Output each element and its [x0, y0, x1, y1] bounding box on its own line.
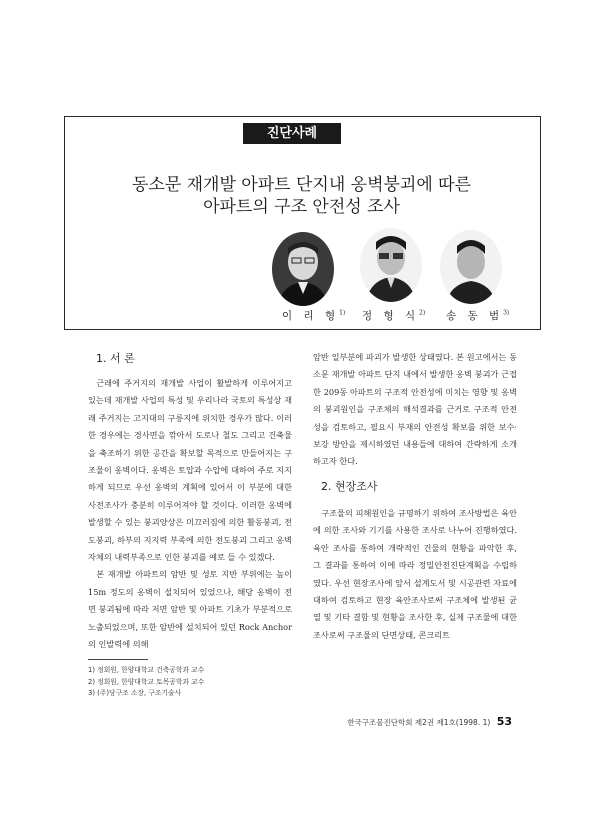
author-3: 송 동 범$^{3)}$	[446, 309, 510, 322]
section2-body	[313, 505, 517, 644]
author-photo-3	[440, 230, 502, 304]
author-photo-1	[272, 232, 334, 306]
intro-continuation	[313, 349, 517, 471]
section1-heading: 1. 서 론	[96, 352, 135, 365]
author-2: 정 형 식$^{2)}$	[362, 309, 426, 322]
footnote: 2) 정회원, 한양대학교 토목공학과 교수	[88, 677, 205, 686]
paragraph: 구조물의 피해원인을 규명하기 위하여 조사방법은 육안에 의한 조사와 기기를 사용한 조사로 나누어 진행하였다. 육안 조사를 통하여 개략적인 건물의 현황을 파악한 후, 그 결과를 통하여 이에 따라 정밀안전진단계획을 수립하였다. 우선 현장조사에 앞서 설계도서 및 시공관련 자료에 대하여 검토하고 현장 육안조사로써 구조체에 발생된 균열 및 기타 결함 및 현황을 조사한 후, 실제 구조물에 대한 조사로써 구조물의 단면상태, 콘크리트	[313, 508, 517, 640]
paragraph: 본 재개발 아파트의 암반 및 성토 지반 부위에는 높이 15m 정도의 옹벽이 설치되어 있었으나, 해당 옹벽이 전면 붕괴됨에 따라 저면 암반 및 아파트 기초가 부분적으로 노출되었으며, 또한 암반에 설치되어 있던 Rock Anchor의 인발력에 의해	[88, 569, 292, 650]
footnotes	[88, 665, 204, 700]
section1-body	[88, 375, 292, 654]
author-1: 이 리 형$^{1)}$	[282, 309, 346, 322]
journal-citation: 한국구조물진단학회 제2권 제1호(1998. 1)	[347, 718, 491, 727]
section-tag: 진단사례	[243, 123, 341, 144]
page-number: 53	[496, 715, 512, 728]
article-title-line1: 동소문 재개발 아파트 단지내 옹벽붕괴에 따른	[131, 175, 472, 195]
paragraph: 암반 일부분에 파괴가 발생한 상태였다. 본 원고에서는 동소문 재개발 아파트 단지 내에서 발생한 옹벽 붕괴가 근접한 209동 아파트의 구조적 안전성에 미치는 영향 및 옹벽의 붕괴원인을 구조체의 해석결과를 근거로 구조적 안전성을 검토하고, 필요시 부재의 안전성 확보를 위한 보수·보강 방안을 제시하였던 내용들에 대하여 간략하게 소개하고자 한다.	[313, 352, 517, 467]
section2-heading: 2. 현장조사	[321, 480, 378, 493]
article-title-line2: 아파트의 구조 안전성 조사	[203, 197, 400, 217]
footnote-rule	[88, 659, 148, 660]
footnote: 1) 정회원, 한양대학교 건축공학과 교수	[88, 666, 205, 674]
footnote: 3) (주)당구조 소장, 구조기술사	[88, 689, 182, 697]
page-footer	[347, 715, 512, 728]
paragraph: 근래에 주거지의 재개발 사업이 활발하게 이루어지고 있는데 재개발 사업의 특성 및 우리나라 국토의 특성상 재래 주거지는 고지대의 구릉지에 위치한 경우가 많다. 이러한 경우에는 경사면을 깎아서 도로나 철도 그리고 건축물을 축조하기 위한 공간을 확보할 목적으로 만들어지는 구조물이 옹벽이다. 옹벽은 토압과 수압에 대하여 주로 지지하게 되므로 우선 옹벽의 계획에 있어서 이 부분에 대한 사전조사가 충분히 이루어져야 할 것이다. 이러한 옹벽에 발생할 수 있는 붕괴양상은 미끄러짐에 의한 활동붕괴, 전도붕괴, 하부의 지지력 부족에 의한 전도붕괴 그리고 옹벽 자체의 내력부족으로 인한 붕괴를 예로 들 수 있겠다.	[88, 378, 292, 563]
author-photo-2	[360, 228, 422, 302]
